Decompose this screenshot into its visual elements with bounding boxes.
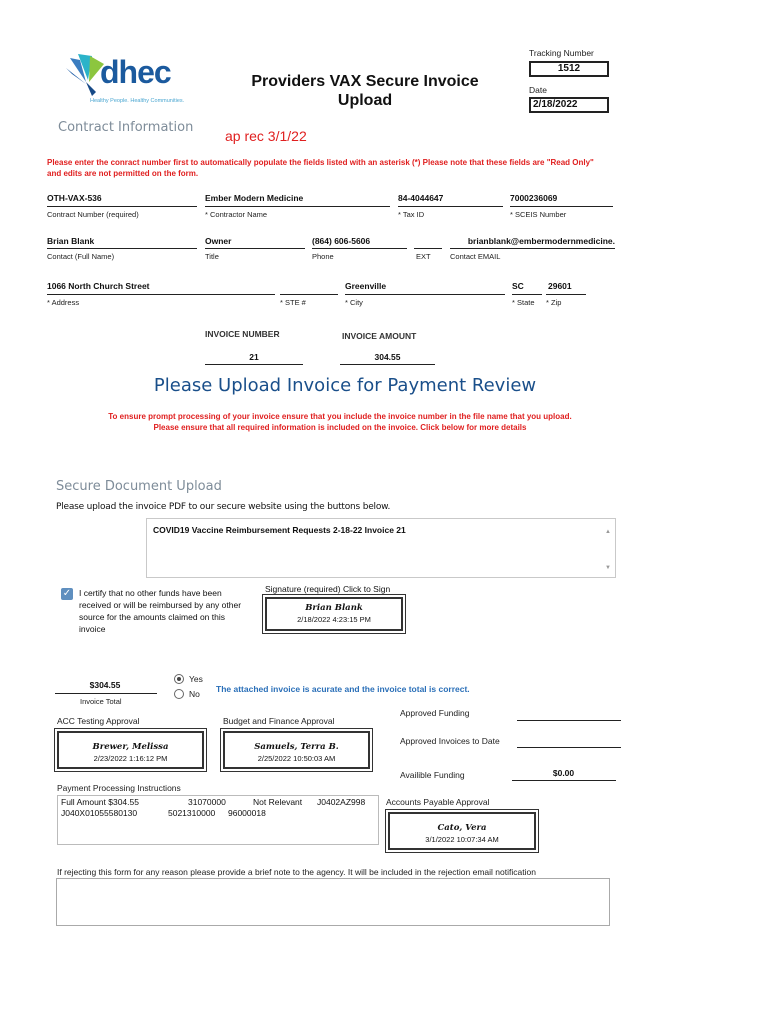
total-statement: The attached invoice is acurate and the invoice total is correct. — [216, 684, 470, 694]
invoice-total-line — [55, 693, 157, 694]
payment-instructions-label: Payment Processing Instructions — [57, 783, 181, 793]
signature-name: Brian Blank — [305, 603, 363, 613]
uploaded-file-name[interactable]: COVID19 Vaccine Reimbursement Requests 2-18-22 Invoice 21 — [153, 525, 406, 535]
certify-checkbox[interactable]: ✓ — [62, 588, 72, 599]
invoice-amount-line — [340, 364, 435, 365]
invoice-number-label: INVOICE NUMBER — [205, 329, 280, 339]
payment-line1-d: J0402AZ998 — [317, 797, 366, 807]
acc-approval-label: ACC Testing Approval — [57, 716, 140, 726]
yes-radio[interactable] — [174, 674, 184, 684]
certify-text: I certify that no other funds have been received or will be reimbursed by any other source for the amounts claimed on this invoice — [79, 588, 242, 634]
title-value[interactable]: Owner — [205, 236, 232, 246]
ap-approval-name: Cato, Vera — [437, 823, 487, 833]
budget-approval-box[interactable] — [223, 731, 370, 769]
upload-notice-line2: Please ensure that all required information is included on the invoice. Click below for more details — [153, 423, 527, 432]
signature-label: Signature (required) Click to Sign — [265, 584, 391, 594]
contact-name-value[interactable]: Brian Blank — [47, 236, 95, 246]
signature-box[interactable] — [265, 597, 403, 631]
available-funding-value[interactable]: $0.00 — [552, 768, 575, 778]
date-value: 2/18/2022 — [533, 99, 578, 110]
sceis-number-line — [510, 206, 613, 207]
yes-label: Yes — [189, 674, 203, 684]
ap-approval-date: 3/1/2022 10:07:34 AM — [425, 835, 499, 844]
no-radio[interactable] — [174, 689, 184, 699]
title-label: Title — [205, 252, 219, 261]
approved-funding-label: Approved Funding — [400, 708, 470, 718]
page-title — [220, 72, 510, 110]
payment-line1-c: Not Relevant — [253, 797, 303, 807]
address-line — [47, 294, 275, 295]
payment-line2-c: 96000018 — [228, 808, 266, 818]
phone-value[interactable]: (864) 606-5606 — [312, 236, 371, 246]
contract-number-label: Contract Number (required) — [47, 210, 139, 219]
invoice-total-label: Invoice Total — [80, 697, 122, 706]
date-field[interactable] — [529, 97, 609, 113]
payment-instructions-box[interactable] — [57, 795, 379, 845]
city-line — [345, 294, 505, 295]
tax-id-label: * Tax ID — [398, 210, 425, 219]
payment-line2-b: 5021310000 — [168, 808, 216, 818]
invoice-total-value[interactable]: $304.55 — [89, 680, 121, 690]
state-line — [512, 294, 542, 295]
invoice-amount-value[interactable]: 304.55 — [374, 352, 401, 362]
invoice-number-value[interactable]: 21 — [249, 352, 259, 362]
ext-line — [414, 248, 442, 249]
ap-approval-label: Accounts Payable Approval — [386, 797, 490, 807]
ap-approval-box[interactable] — [388, 812, 536, 850]
payment-line2-a: J040X01055580130 — [61, 808, 138, 818]
contract-info-heading: Contract Information — [58, 120, 194, 135]
budget-approval-date: 2/25/2022 10:50:03 AM — [257, 754, 336, 763]
tracking-number-value: 1512 — [557, 63, 581, 74]
contact-email-line — [450, 248, 615, 249]
contact-name-label: Contact (Full Name) — [47, 252, 115, 261]
secure-upload-instruction: Please upload the invoice PDF to our secure website using the buttons below. — [56, 502, 391, 512]
rejection-label: If rejecting this form for any reason please provide a brief note to the agency. It will be included in the rejection email notification — [57, 867, 536, 877]
contractor-name-line — [205, 206, 390, 207]
yes-radio-dot — [177, 677, 181, 681]
contact-name-line — [47, 248, 197, 249]
no-label: No — [189, 689, 200, 699]
tracking-number-field[interactable] — [529, 61, 609, 77]
acc-approval-box[interactable] — [57, 731, 204, 769]
upload-notice — [40, 411, 640, 433]
contract-instruction: Please enter the conract number first to automatically populate the fields listed with an asterisk (*) Please note that these fields are "Read Only" and edits are not permitted on the form. — [47, 158, 594, 178]
signature-date: 2/18/2022 4:23:15 PM — [297, 615, 371, 624]
ext-label: EXT — [416, 252, 431, 261]
logo-text: dhec — [100, 54, 171, 90]
zip-value[interactable]: 29601 — [548, 281, 572, 291]
tax-id-line — [398, 206, 503, 207]
dhec-logo — [62, 44, 202, 106]
logo-tagline: Healthy People. Healthy Communities. — [90, 98, 185, 104]
phone-line — [312, 248, 407, 249]
contractor-name-label: * Contractor Name — [205, 210, 268, 219]
budget-approval-name: Samuels, Terra B. — [254, 742, 339, 752]
page-title-line1: Providers VAX Secure Invoice — [251, 73, 479, 90]
invoice-number-line — [205, 364, 303, 365]
phone-label: Phone — [312, 252, 334, 261]
available-funding-label: Availible Funding — [400, 770, 465, 780]
tracking-label: Tracking Number — [529, 48, 594, 58]
city-label: * City — [345, 298, 363, 307]
page-title-line2: Upload — [337, 92, 393, 109]
file-upload-box[interactable] — [146, 518, 616, 578]
city-value[interactable]: Greenville — [345, 281, 387, 291]
tax-id-value[interactable]: 84-4044647 — [398, 193, 444, 203]
acc-approval-date: 2/23/2022 1:16:12 PM — [93, 754, 168, 763]
sceis-number-value[interactable]: 7000236069 — [510, 193, 558, 203]
acc-approval-name: Brewer, Melissa — [92, 742, 169, 752]
contact-email-label: Contact EMAIL — [450, 252, 501, 261]
approved-invoices-label: Approved Invoices to Date — [400, 736, 500, 746]
secure-upload-heading: Secure Document Upload — [56, 479, 222, 494]
available-funding-line — [512, 780, 616, 781]
zip-line — [546, 294, 586, 295]
state-value[interactable]: SC — [512, 281, 524, 291]
contact-email-value[interactable]: brianblank@embermodernmedicine. — [467, 236, 615, 246]
ste-label: * STE # — [280, 298, 306, 307]
zip-label: * Zip — [546, 298, 562, 307]
invoice-amount-label: INVOICE AMOUNT — [342, 331, 417, 341]
sceis-number-label: * SCEIS Number — [510, 210, 567, 219]
upload-heading: Please Upload Invoice for Payment Review — [153, 375, 537, 396]
payment-line1-b: 31070000 — [188, 797, 226, 807]
address-value[interactable]: 1066 North Church Street — [47, 281, 150, 291]
ste-line — [280, 294, 338, 295]
scroll-down-icon[interactable]: ▼ — [605, 565, 611, 571]
approval-note: ap rec 3/1/22 — [225, 128, 307, 144]
address-label: * Address — [47, 298, 80, 307]
budget-approval-label: Budget and Finance Approval — [223, 716, 335, 726]
date-label: Date — [529, 85, 547, 95]
approved-funding-line — [517, 720, 621, 721]
contractor-name-value[interactable]: Ember Modern Medicine — [205, 193, 304, 203]
approved-invoices-line — [517, 747, 621, 748]
state-label: * State — [512, 298, 535, 307]
contract-number-value[interactable]: OTH-VAX-536 — [47, 193, 102, 203]
scroll-up-icon[interactable]: ▲ — [605, 529, 611, 535]
payment-line1-a: Full Amount $304.55 — [61, 797, 139, 807]
rejection-note-box[interactable] — [56, 878, 610, 926]
contract-number-line — [47, 206, 197, 207]
upload-notice-line1: To ensure prompt processing of your invoice ensure that you include the invoice number in the file name that you upload. — [108, 412, 572, 421]
title-line — [205, 248, 305, 249]
